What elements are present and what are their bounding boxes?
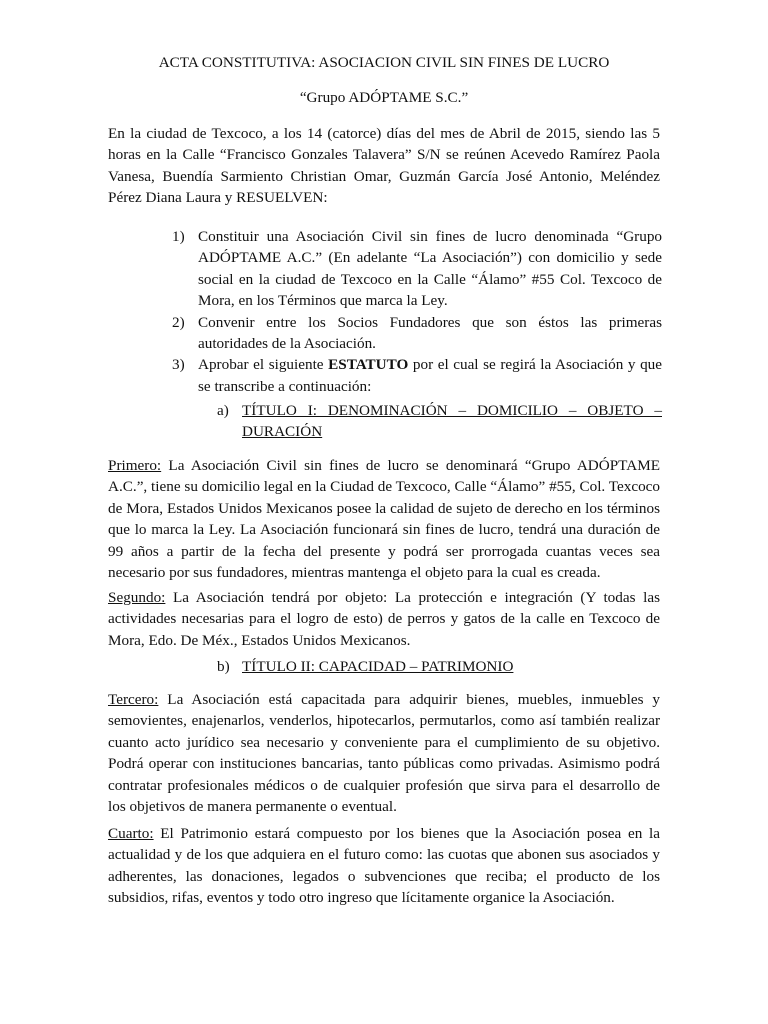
- article-text: El Patrimonio estará compuesto por los bienes que la Asociación posea en la actualidad y de los que adquiera en el futuro como: las cuotas que abonen sus asociados y adherentes, las donaciones, legados o subvenciones que reciba; el producto de los subsidios, rifas, eventos y todo otro ingreso que lícitamente organice la Asociación.: [108, 825, 660, 907]
- article-segundo: [108, 587, 660, 651]
- list-text: Constituir una Asociación Civil sin fines de lucro denominada “Grupo ADÓPTAME A.C.” (En adelante “La Asociación”) con domicilio y sede social en la ciudad de Texcoco en la Calle “Álamo” #55 Col. Texcoco de Mora, en los Términos que marca la Ley.: [198, 228, 662, 310]
- intro-paragraph: En la ciudad de Texcoco, a los 14 (catorce) días del mes de Abril de 2015, siendo las 5 horas en la Calle “Francisco Gonzales Talavera” S/N se reúnen Acevedo Ramírez Paola Vanesa, Buendía Sarmiento Christian Omar, Guzmán García José Antonio, Meléndez Pérez Diana Laura y RESUELVEN:: [108, 125, 660, 207]
- section-b-heading: [217, 656, 662, 677]
- list-text-bold: ESTATUTO: [328, 356, 409, 374]
- article-label: Segundo:: [108, 589, 166, 606]
- list-number: 2): [172, 313, 185, 331]
- list-text-before: Aprobar el siguiente: [198, 356, 329, 374]
- section-label: a): [217, 402, 229, 419]
- resolutions-list: [172, 226, 662, 397]
- article-cuarto: [108, 823, 660, 909]
- article-label: Primero:: [108, 457, 162, 474]
- list-item: [172, 354, 662, 397]
- list-text: Convenir entre los Socios Fundadores que son éstos las primeras autoridades de la Asociación.: [198, 313, 662, 353]
- list-number: 3): [172, 356, 185, 374]
- list-number: 1): [172, 228, 185, 245]
- section-a-heading: [217, 400, 662, 443]
- section-title: TÍTULO II: CAPACIDAD – PATRIMONIO: [242, 658, 514, 675]
- list-item: [172, 312, 662, 355]
- section-label: b): [217, 658, 230, 675]
- article-text: La Asociación Civil sin fines de lucro se denominará “Grupo ADÓPTAME A.C.”, tiene su domicilio legal en la Ciudad de Texcoco, Calle “Álamo” #55, Col. Texcoco de Mora, Estados Unidos Mexicanos posee la calidad de sujeto de derecho en los términos que lo marca la Ley. La Asociación funcionará sin fines de lucro, tendrá una duración de 99 años a partir de la fecha del presente y podrá ser prorrogada cuantas veces sea necesario por sus fundadores, mientras mantenga el objeto para la cual es creada.: [108, 457, 660, 582]
- section-title-line2: DURACIÓN: [242, 423, 323, 441]
- document-title: ACTA CONSTITUTIVA: ASOCIACION CIVIL SIN FINES DE LUCRO: [158, 54, 610, 71]
- article-text: La Asociación está capacitada para adquirir bienes, muebles, inmuebles y semovientes, enajenarlos, venderlos, hipotecarlos, permutarlos, como así también realizar cuanto acto jurídico sea necesario y conveniente para el cumplimiento de su objetivo. Podrá operar con instituciones bancarias, tanto públicas como privadas. Asimismo podrá contratar profesionales médicos o de cualquier profesión que sirva para el desarrollo de los objetivos de manera permanente o eventual.: [108, 691, 660, 816]
- section-title: [217, 400, 662, 443]
- section-title-line1: TÍTULO I: DENOMINACIÓN – DOMICILIO – OBJETO –: [242, 402, 662, 419]
- list-item: [172, 226, 662, 312]
- article-label: Tercero:: [108, 691, 159, 708]
- article-primero: [108, 455, 660, 583]
- article-text: La Asociación tendrá por objeto: La protección e integración (Y todas las actividades necesarias para el logro de esto) de perros y gatos de la calle en Texcoco de Mora, Edo. De Méx., Estados Unidos Mexicanos.: [108, 589, 660, 649]
- document-subtitle: “Grupo ADÓPTAME S.C.”: [299, 89, 469, 106]
- article-label: Cuarto:: [108, 825, 154, 842]
- list-text-after: por el cual se regirá la Asociación y que se transcribe a continuación:: [198, 356, 662, 395]
- article-tercero: [108, 689, 660, 817]
